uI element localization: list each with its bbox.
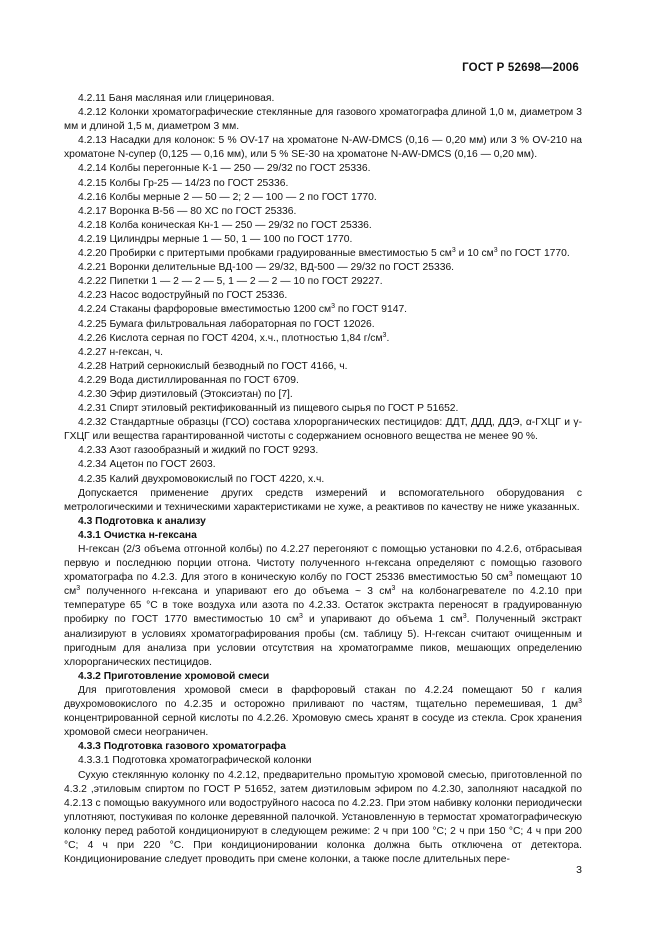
paragraph [64,303,582,317]
page-number: 3 [576,864,582,876]
superscript: 3 [76,585,81,593]
paragraph: 4.2.11 Баня масляная или глицериновая. [78,93,275,104]
paragraph: 4.2.16 Колбы мерные 2 — 50 — 2; 2 — 100 — 2 по ГОСТ 1770. [78,191,377,203]
document-body [64,92,582,867]
text-run: 4.2.26 Кислота серная по ГОСТ 4204, х.ч., плотностью 1,84 г/см [78,332,383,344]
text-run: на колбонагревателе по 4.2.10 при температуре 65 °С в токе воздуха или азота по 4.2.33. Остаток экстракта переносят в градуированную пробирку по ГОСТ 1770 вместимостью 10 см [64,586,582,626]
superscript: 3 [451,247,456,255]
paragraph: 4.2.15 Колбы Гр-25 — 14/23 по ГОСТ 25336. [78,177,289,189]
superscript: 3 [331,303,335,311]
superscript: 3 [508,571,513,579]
paragraph: 4.2.14 Колбы перегонные К-1 — 250 — 29/32 по ГОСТ 25336. [78,163,371,175]
paragraph: 4.2.27 н-гексан, ч. [78,346,163,358]
section-heading: 4.3.1 Очистка н-гексана [78,529,197,541]
text-run: полученного н-гексана и упаривают его до объема ~ 3 см [80,586,392,598]
paragraph: 4.2.32 Стандартные образцы (ГСО) состава хлорорганических пестицидов: ДДТ, ДДД, ДДЭ, α-ГХЦГ и γ-ГХЦГ или вещества гарантированной чистоты с содержанием основного вещества не менее 90 %. [64,417,582,443]
paragraph: 4.2.12 Колонки хроматографические стеклянные для газового хроматографа длиной 1,0 м, диаметром 3 мм и длиной 1,5 м, диаметром 3 мм. [64,107,582,133]
text-run: 4.2.20 Пробирки с притертыми пробками градуированные вместимостью 5 см [78,248,452,260]
paragraph [64,543,582,670]
paragraph: 4.2.34 Ацетон по ГОСТ 2603. [78,459,216,471]
text-run: по ГОСТ 9147. [335,304,408,316]
text-run: Н-гексан (2/3 объема отгонной колбы) по 4.2.27 перегоняют с помощью установки по 4.2.6, отбрасывая первую и последнюю порции отгона. Чистоту полученного н-гексана определяют с помощью газового хроматографа по 4.2.3. Для этого в коническую колбу по ГОСТ 25336 вместимостью 50 см [64,544,582,584]
section-heading: 4.3.3 Подготовка газового хроматографа [78,741,287,753]
section-heading: 4.3 Подготовка к анализу [78,515,206,527]
paragraph: 4.3.3.1 Подготовка хроматографической колонки [78,755,312,767]
text-run: помещают 10 см [64,572,582,598]
document-code: ГОСТ Р 52698—2006 [462,62,579,74]
paragraph: 4.2.35 Калий двухромовокислый по ГОСТ 4220, х.ч. [78,473,325,485]
paragraph: 4.2.25 Бумага фильтровальная лабораторная по ГОСТ 12026. [78,318,375,330]
text-run: и 10 см [455,248,494,260]
paragraph: 4.2.23 Насос водоструйный по ГОСТ 25336. [78,290,288,302]
paragraph: 4.2.21 Воронки делительные ВД-100 — 29/32, ВД-500 — 29/32 по ГОСТ 25336. [78,262,455,274]
superscript: 3 [462,613,467,621]
paragraph: 4.2.18 Колба коническая Кн-1 — 250 — 29/32 по ГОСТ 25336. [78,219,372,231]
text-run: Для приготовления хромовой смеси в фарфоровый стакан по 4.2.24 помещают 50 г калия двухромовокислого по 4.2.35 и осторожно приливают по частям, тщательно перемешивая, 1 дм [64,684,582,711]
text-run: . [386,332,390,344]
section-heading: 4.3.2 Приготовление хромовой смеси [78,670,270,682]
paragraph: 4.2.19 Цилиндры мерные 1 — 50, 1 — 100 по ГОСТ 1770. [78,233,353,245]
text-run: 4.2.24 Стаканы фарфоровые вместимостью 1200 см [78,304,332,316]
paragraph: 4.2.33 Азот газообразный и жидкий по ГОСТ 9293. [78,445,319,457]
superscript: 3 [298,613,303,621]
text-run: и упаривают до объема 1 см [302,614,463,626]
superscript: 3 [578,698,582,706]
paragraph [64,332,582,346]
paragraph: 4.2.30 Эфир диэтиловый (Этоксиэтан) по [7]. [78,388,293,400]
paragraph: 4.2.31 Спирт этиловый ректификованный из пищевого сырья по ГОСТ Р 51652. [78,403,459,415]
paragraph: 4.2.13 Насадки для колонок: 5 % OV-17 на хроматоне N-AW-DMCS (0,16 — 0,20 мм) или 3 % OV-210 на хроматоне N-супер (0,125 — 0,16 мм), или 5 % SE-30 на хроматоне N-AW-DMCS (0,16 — 0,20 мм). [64,135,582,161]
paragraph [64,247,582,261]
paragraph: 4.2.22 Пипетки 1 — 2 — 2 — 5, 1 — 2 — 2 — 10 по ГОСТ 29227. [78,276,383,288]
paragraph [64,684,582,740]
paragraph: 4.2.28 Натрий сернокислый безводный по ГОСТ 4166, ч. [78,360,348,372]
superscript: 3 [391,585,396,593]
paragraph: 4.2.29 Вода дистиллированная по ГОСТ 6709. [78,374,299,386]
text-run: по ГОСТ 1770. [497,248,570,260]
superscript: 3 [493,247,498,255]
superscript: 3 [382,331,387,339]
text-run: концентрированной серной кислоты по 4.2.26. Хромовую смесь хранят в сосуде из стекла. Срок хранения хромовой смеси неограничен. [64,713,582,739]
text-run: . Полученный экстракт анализируют в условиях хроматографирования пробы (см. таблицу 5). Н-гексан считают очищенным и пригодным для анализа при условии отсутствия на хроматограмме пиков, мешающих определению хлорорганических пестицидов. [64,614,582,668]
paragraph: Допускается применение других средств измерений и вспомогательного оборудования с метрологическими и техническими характеристиками не хуже, а реактивов по качеству не ниже указанных. [64,487,582,513]
paragraph: Сухую стеклянную колонку по 4.2.12, предварительно промытую хромовой смесью, приготовленной по 4.3.2 ,этиловым спиртом по ГОСТ Р 51652, затем диэтиловым эфиром по 4.2.30, заполняют насадкой по 4.2.13 с помощью вакуумного или водоструйного насоса по 4.2.23. При этом набивку колонки периодически уплотняют, постукивая по колонке деревянной палочкой. Установленную в термостат хроматографическую колонку перед работой кондиционируют в следующем режиме: 2 ч при 100 °С; 2 ч при 150 °С; 4 ч при 200 °С; 4 ч при 220 °С. При кондиционировании колонка должна быть отключена от детектора. Кондиционирование следует проводить при смене колонки, а также после длительных пере- [64,769,582,866]
paragraph: 4.2.17 Воронка В-56 — 80 ХС по ГОСТ 25336. [78,205,297,217]
